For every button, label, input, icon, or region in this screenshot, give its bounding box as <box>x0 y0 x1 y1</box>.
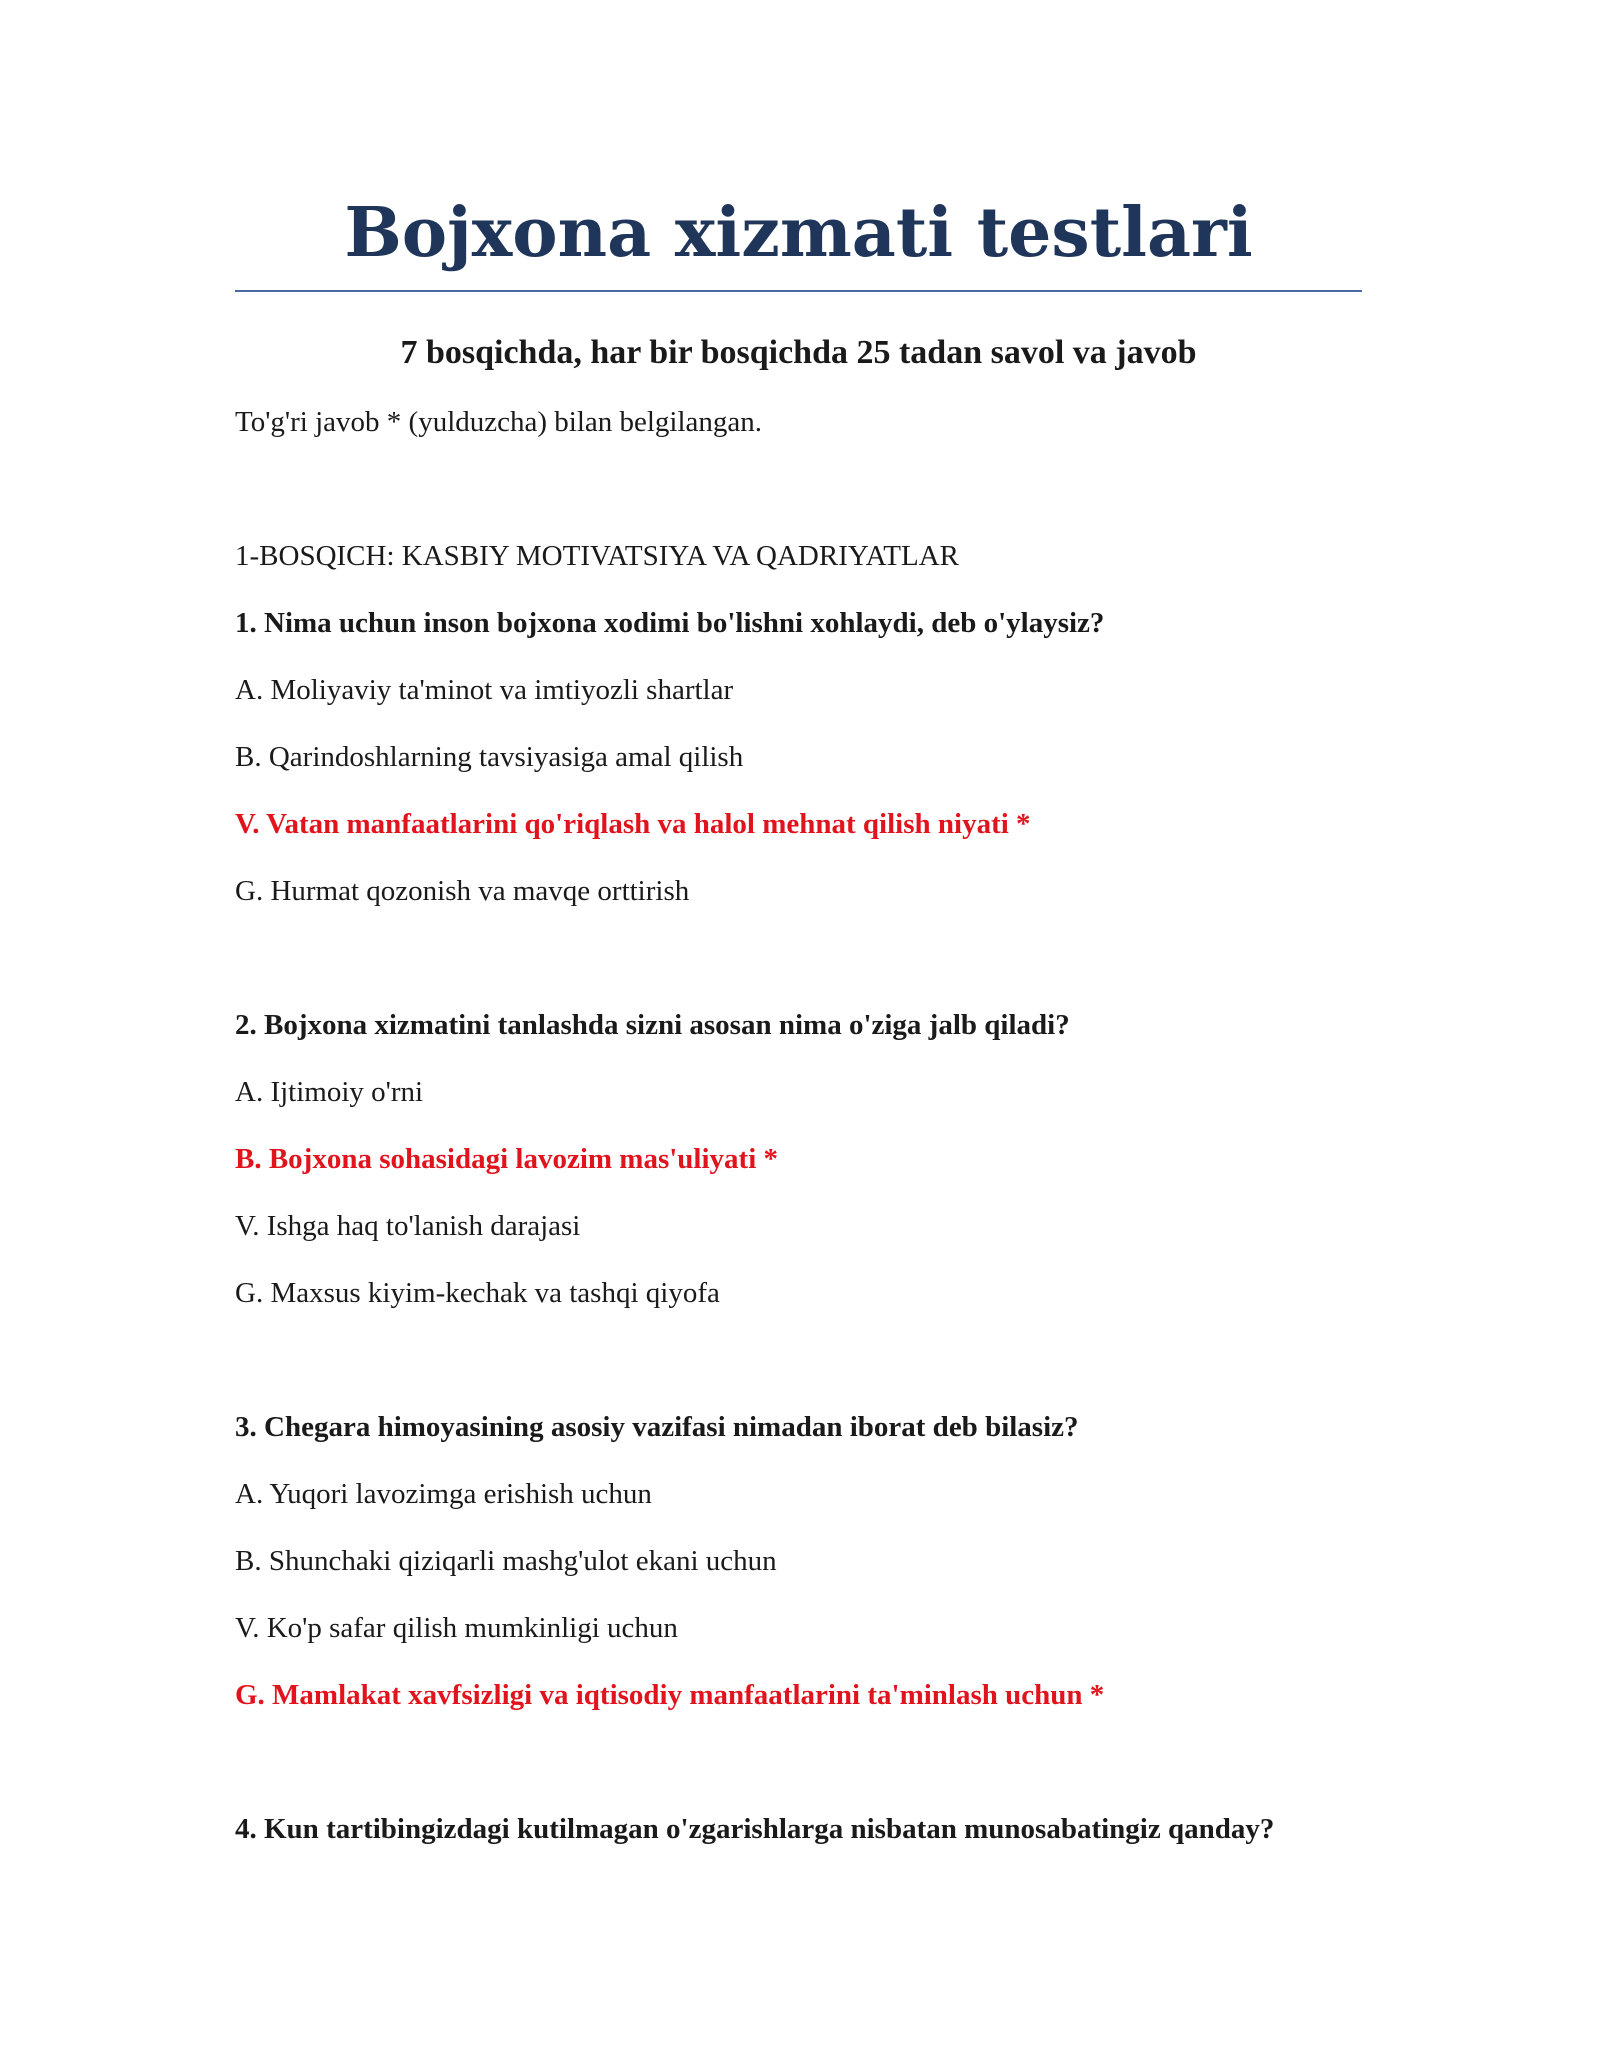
answer-key-note: To'g'ri javob * (yulduzcha) bilan belgilangan. <box>235 406 763 438</box>
answer-option: A. Yuqori lavozimga erishish uchun <box>235 1478 652 1510</box>
title-underline <box>235 290 1362 292</box>
correct-answer-option: G. Mamlakat xavfsizligi va iqtisodiy manfaatlarini ta'minlash uchun * <box>235 1679 1105 1711</box>
correct-answer-option: B. Bojxona sohasidagi lavozim mas'uliyati * <box>235 1143 779 1175</box>
question-text: 3. Chegara himoyasining asosiy vazifasi nimadan iborat deb bilasiz? <box>235 1411 1079 1443</box>
answer-option: V. Ko'p safar qilish mumkinligi uchun <box>235 1612 678 1644</box>
question-text: 4. Kun tartibingizdagi kutilmagan o'zgarishlarga nisbatan munosabatingiz qanday? <box>235 1813 1275 1845</box>
document-subtitle: 7 bosqichda, har bir bosqichda 25 tadan savol va javob <box>400 334 1197 371</box>
answer-option: A. Moliyaviy ta'minot va imtiyozli shartlar <box>235 674 734 706</box>
question-text: 1. Nima uchun inson bojxona xodimi bo'lishni xohlaydi, deb o'ylaysiz? <box>235 607 1105 639</box>
question-text: 2. Bojxona xizmatini tanlashda sizni asosan nima o'ziga jalb qiladi? <box>235 1009 1070 1041</box>
answer-option: V. Ishga haq to'lanish darajasi <box>235 1210 581 1242</box>
answer-option: G. Hurmat qozonish va mavqe orttirish <box>235 875 690 907</box>
document-title: Bojxona xizmati testlari <box>344 193 1253 273</box>
stage-heading: 1-BOSQICH: KASBIY MOTIVATSIYA VA QADRIYATLAR <box>235 540 960 572</box>
answer-option: G. Maxsus kiyim-kechak va tashqi qiyofa <box>235 1277 720 1309</box>
answer-option: B. Shunchaki qiziqarli mashg'ulot ekani uchun <box>235 1545 777 1577</box>
correct-answer-option: V. Vatan manfaatlarini qo'riqlash va halol mehnat qilish niyati * <box>235 808 1031 840</box>
answer-option: A. Ijtimoiy o'rni <box>235 1076 424 1108</box>
answer-option: B. Qarindoshlarning tavsiyasiga amal qilish <box>235 741 744 773</box>
